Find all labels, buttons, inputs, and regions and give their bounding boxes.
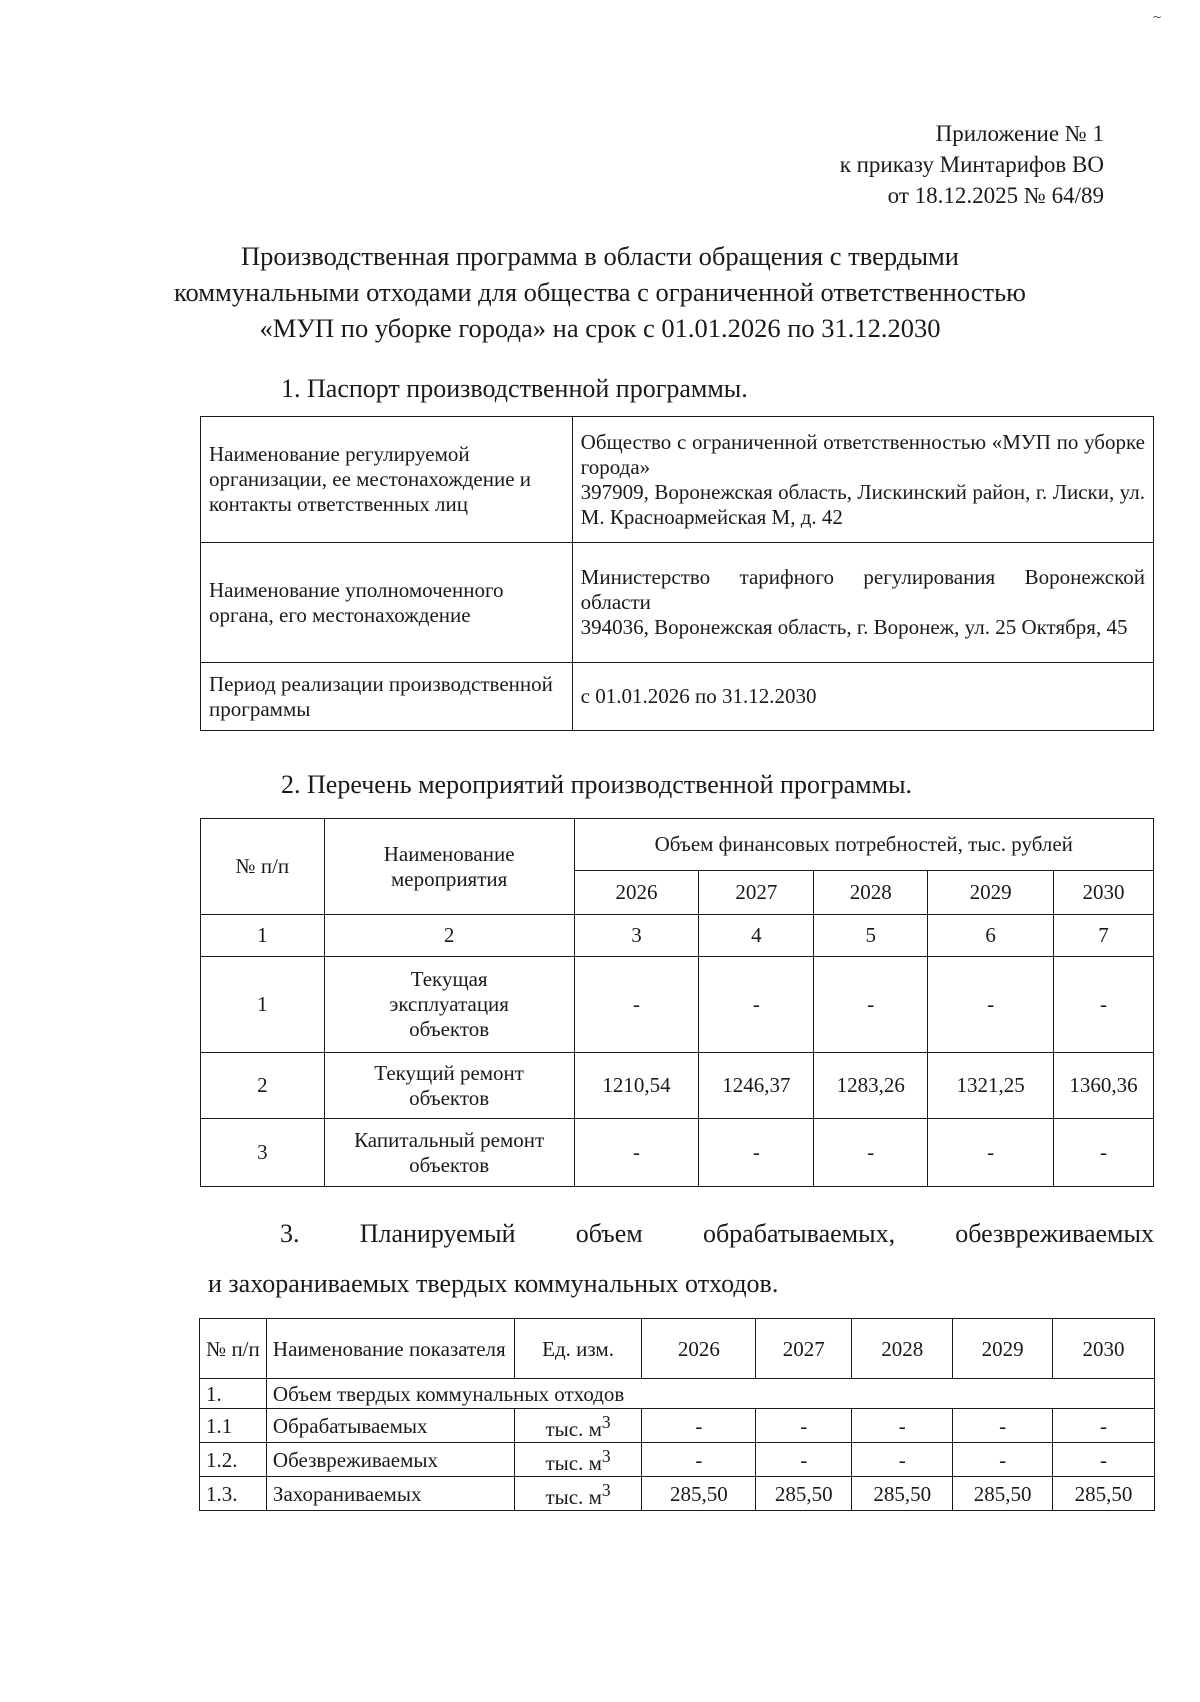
year-header: 2026 <box>574 871 699 915</box>
heading-word: обрабатываемых, <box>702 1219 896 1248</box>
volume-group-row <box>200 1379 1155 1409</box>
passport-value <box>572 663 1153 731</box>
row-unit <box>514 1409 642 1443</box>
passport-value-name: Общество с ограниченной ответственностью «МУП по уборке города» <box>580 429 1145 479</box>
row-value: 1360,36 <box>1054 1053 1154 1119</box>
section-1-heading: 1. Паспорт производственной программы. <box>281 374 748 403</box>
scan-speck: ~ <box>1151 10 1162 24</box>
heading-word: объем <box>575 1219 643 1248</box>
row-value: - <box>756 1443 852 1477</box>
row-num: 1.1 <box>200 1409 267 1443</box>
section-3-heading <box>280 1219 1154 1249</box>
year-header: 2029 <box>953 1319 1053 1379</box>
row-value: - <box>852 1443 953 1477</box>
heading-word: 3. <box>280 1219 300 1248</box>
document-title <box>150 238 1050 346</box>
year-header: 2030 <box>1054 871 1154 915</box>
row-unit <box>514 1443 642 1477</box>
table-row <box>200 1409 1155 1443</box>
row-name: Объем твердых коммунальных отходов <box>266 1379 1154 1409</box>
index-cell: 5 <box>814 915 928 957</box>
passport-value-address: 397909, Воронежская область, Лискинский район, г. Лиски, ул. М. Красноармейская М, д. 42 <box>580 479 1145 529</box>
year-header: 2030 <box>1053 1319 1155 1379</box>
passport-row-organization <box>201 417 1154 543</box>
row-value: - <box>699 1119 814 1187</box>
row-value: - <box>953 1409 1053 1443</box>
row-num: 1 <box>201 957 325 1053</box>
passport-label: Наименование уполномоченного органа, его местонахождение <box>201 543 573 663</box>
row-value: - <box>814 1119 928 1187</box>
unit-exponent: 3 <box>601 1446 611 1466</box>
row-name: Текущий ремонт объектов <box>324 1053 574 1119</box>
index-cell: 1 <box>201 915 325 957</box>
row-value: - <box>953 1443 1053 1477</box>
row-name: Захораниваемых <box>266 1477 514 1511</box>
year-header: 2028 <box>814 871 928 915</box>
index-cell: 3 <box>574 915 699 957</box>
passport-value <box>572 417 1153 543</box>
row-value: - <box>1053 1409 1155 1443</box>
row-value: - <box>1054 1119 1154 1187</box>
row-value: 1321,25 <box>928 1053 1054 1119</box>
year-header: 2027 <box>699 871 814 915</box>
row-value: - <box>574 1119 699 1187</box>
passport-value-name: Министерство тарифного регулирования Воронежской области <box>580 565 1145 614</box>
appendix-number: Приложение № 1 <box>935 121 1104 146</box>
year-header: 2029 <box>928 871 1054 915</box>
heading-word: Планируемый <box>359 1219 516 1248</box>
col-name-header: Наименование показателя <box>266 1319 514 1379</box>
unit-exponent: 3 <box>601 1480 611 1500</box>
waste-volume-table <box>199 1318 1155 1511</box>
unit-text: тыс. м <box>545 1417 602 1441</box>
row-value: 1283,26 <box>814 1053 928 1119</box>
appendix-order-ref: к приказу Минтарифов ВО <box>839 152 1104 177</box>
row-value: - <box>928 1119 1054 1187</box>
passport-row-authority <box>201 543 1154 663</box>
index-cell: 7 <box>1054 915 1154 957</box>
year-header: 2028 <box>852 1319 953 1379</box>
title-line-1: Производственная программа в области обращения с твердыми <box>241 241 959 271</box>
measures-table <box>200 818 1154 1187</box>
title-line-3: «МУП по уборке города» на срок с 01.01.2026 по 31.12.2030 <box>259 313 941 343</box>
row-name: Обрабатываемых <box>266 1409 514 1443</box>
section-3-heading-continued: и захораниваемых твердых коммунальных отходов. <box>208 1269 779 1298</box>
year-header: 2027 <box>756 1319 852 1379</box>
passport-value <box>572 543 1153 663</box>
index-cell: 4 <box>699 915 814 957</box>
col-num-header: № п/п <box>200 1319 267 1379</box>
index-cell: 6 <box>928 915 1054 957</box>
table-row <box>200 1443 1155 1477</box>
row-value: - <box>852 1409 953 1443</box>
row-value: - <box>642 1443 756 1477</box>
row-num: 2 <box>201 1053 325 1119</box>
col-finance-header: Объем финансовых потребностей, тыс. рублей <box>574 819 1153 871</box>
row-value: 285,50 <box>953 1477 1053 1511</box>
row-name: Обезвреживаемых <box>266 1443 514 1477</box>
appendix-header <box>840 118 1104 211</box>
unit-text: тыс. м <box>545 1451 602 1475</box>
row-unit <box>514 1477 642 1511</box>
row-value: - <box>699 957 814 1053</box>
table-row <box>200 1477 1155 1511</box>
unit-text: тыс. м <box>545 1485 602 1509</box>
row-value: - <box>928 957 1054 1053</box>
row-num: 1.3. <box>200 1477 267 1511</box>
row-value: 1246,37 <box>699 1053 814 1119</box>
passport-value-period: с 01.01.2026 по 31.12.2030 <box>580 684 817 708</box>
row-value: 285,50 <box>852 1477 953 1511</box>
row-value: - <box>1054 957 1154 1053</box>
col-name-header: Наименование мероприятия <box>324 819 574 915</box>
row-value: 285,50 <box>642 1477 756 1511</box>
row-value: - <box>1053 1443 1155 1477</box>
section-2-heading: 2. Перечень мероприятий производственной программы. <box>281 770 913 799</box>
table-row <box>201 957 1154 1053</box>
col-unit-header: Ед. изм. <box>514 1319 642 1379</box>
appendix-order-date: от 18.12.2025 № 64/89 <box>887 183 1104 208</box>
row-name: Капитальный ремонт объектов <box>324 1119 574 1187</box>
table-row <box>201 1053 1154 1119</box>
volume-header-row <box>200 1319 1155 1379</box>
measures-index-row <box>201 915 1154 957</box>
row-value: 1210,54 <box>574 1053 699 1119</box>
col-num-header: № п/п <box>201 819 325 915</box>
row-value: 285,50 <box>1053 1477 1155 1511</box>
passport-table <box>200 416 1154 731</box>
table-row <box>201 1119 1154 1187</box>
row-num: 1. <box>200 1379 267 1409</box>
row-value: 285,50 <box>756 1477 852 1511</box>
passport-row-period <box>201 663 1154 731</box>
heading-word: обезвреживаемых <box>955 1219 1154 1248</box>
unit-exponent: 3 <box>601 1412 611 1432</box>
measures-header-row <box>201 819 1154 871</box>
row-num: 3 <box>201 1119 325 1187</box>
row-num: 1.2. <box>200 1443 267 1477</box>
passport-label: Период реализации производственной программы <box>201 663 573 731</box>
row-value: - <box>574 957 699 1053</box>
row-name: Текущая эксплуатация объектов <box>324 957 574 1053</box>
row-value: - <box>814 957 928 1053</box>
index-cell: 2 <box>324 915 574 957</box>
row-value: - <box>756 1409 852 1443</box>
title-line-2: коммунальными отходами для общества с ограниченной ответственностью <box>174 277 1026 307</box>
row-value: - <box>642 1409 756 1443</box>
year-header: 2026 <box>642 1319 756 1379</box>
passport-value-address: 394036, Воронежская область, г. Воронеж, ул. 25 Октября, 45 <box>580 615 1128 639</box>
passport-label: Наименование регулируемой организации, ее местонахождение и контакты ответственных лиц <box>201 417 573 543</box>
